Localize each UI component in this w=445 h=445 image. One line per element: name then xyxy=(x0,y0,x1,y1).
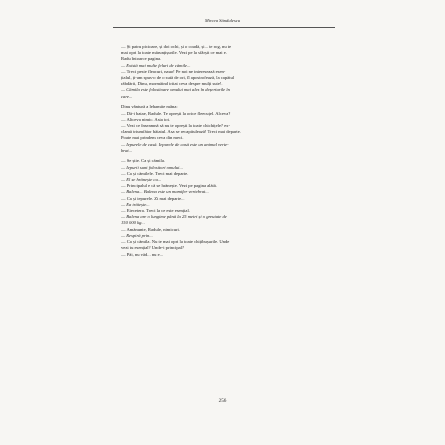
text-line: 150 000 kg... xyxy=(121,220,145,226)
text-line: Poate mai prindem ceva din meci. xyxy=(121,135,184,141)
text-line: — Vezi ce înseamnă să nu te oprești la toate chichițele? ex- xyxy=(121,122,230,128)
page-body xyxy=(114,44,336,258)
text-line: — Respiră prin... xyxy=(121,232,153,238)
text-line: — Amănunte, Radule, nimicuri. xyxy=(121,226,180,232)
text-line: — Și patru picioare, și doi ochi, și o coadă, și... te rog, nu te xyxy=(121,44,232,49)
text-line: mai opri la toate mărunțișurile. Vezi pe la sfârșit ce mai e. xyxy=(121,50,227,56)
text-line: — Principalul e că se hrănește. Vezi pe pagina alătă. xyxy=(121,183,217,189)
text-line: — Eiecetera. Treci la ce este esențial. xyxy=(121,208,190,214)
text-line: — Ea trăiește... xyxy=(121,201,150,207)
text-line: — Ca și iepurele. Zi mai departe... xyxy=(121,195,185,201)
text-line: — Ca și cămila. Nu te mai opri la toate chițibușurile. Unde xyxy=(121,239,230,245)
text-line: clamă triumfător băiatul. Asa se recapitulează! Treci mai departe. xyxy=(121,129,241,135)
text-line: brat... xyxy=(121,147,133,153)
text-line: — Altceva nimic. Asta tot. xyxy=(121,116,170,122)
text-line: răbdării, Dinu, mormăind iritat ceva despre mulți sute!. xyxy=(121,81,223,87)
text-line: — Se știe. Ca și cămila. xyxy=(121,158,166,164)
text-line: vezi tu esențial? Unde-i principal? xyxy=(121,245,185,251)
text-line: — Balena... Balena este un mamifer vertebrat... xyxy=(121,189,209,195)
text-line: — Dă-i batae, Radule. Te oprești la orice fleecuțel. Alceva? xyxy=(121,110,231,116)
text-line: — El se hrănește cu... xyxy=(121,177,162,183)
text-line: țialul, ți-am spus-o de o sută de ori, îl apostrofează, la capătul xyxy=(121,75,235,81)
text-line: — Cămila este folositoare omului mai ales în deșerturile în xyxy=(121,87,230,93)
header-rule xyxy=(113,27,335,28)
page-number: 256 xyxy=(218,398,227,404)
text-line: care... xyxy=(121,93,133,99)
text-line: — Iepurele de casă. Iepurele de casă este un animal verte- xyxy=(121,141,229,147)
text-line: — Există mai multe feluri de cămile... xyxy=(121,62,191,68)
text-line: — Treci peste fleacuri, nauo! Pe noi ne interesează esen- xyxy=(121,68,226,74)
text-line: Radu întoarce pagina. xyxy=(121,56,162,62)
text-line: Dinu vântură a lehamite mâna: xyxy=(121,104,178,110)
running-header: Mircea Săndulescu xyxy=(204,18,241,23)
text-line: — Păi, nu văd... nu e... xyxy=(121,251,164,257)
text-line: — Ca și cămilele. Treci mai departe. xyxy=(121,170,189,176)
text-line: — Iepurii sunt folositori omului... xyxy=(121,164,183,170)
text-line: — Balena are o lungime până la 25 metri și o greutate de xyxy=(121,214,227,220)
